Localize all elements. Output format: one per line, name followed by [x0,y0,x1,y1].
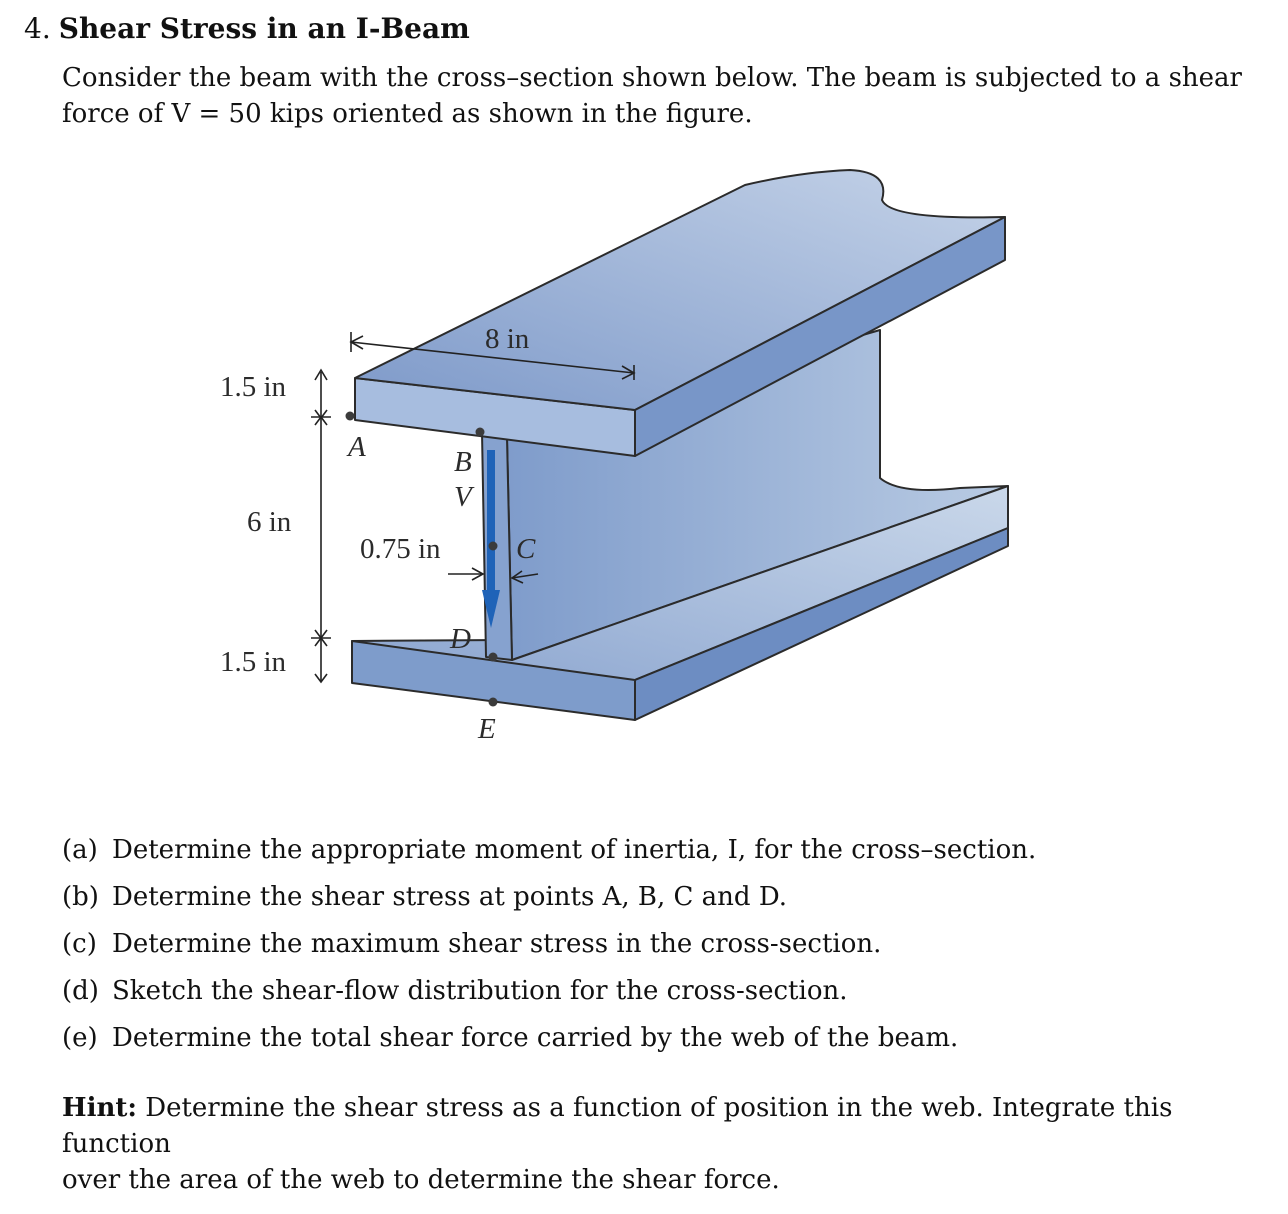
label-flange-width: 8 in [485,323,530,355]
label-point-c: C [516,533,536,565]
label-point-e: E [478,713,496,745]
hint-line-2: over the area of the web to determine the shear force. [62,1165,780,1195]
hint-label: Hint: [62,1093,137,1123]
question-item [62,879,1036,926]
point-c-dot [489,542,498,551]
point-b-dot [476,428,485,437]
problem-intro [62,60,1242,132]
question-label: (b) [62,882,99,912]
question-text: Sketch the shear-flow distribution for the cross-section. [112,976,848,1006]
label-point-d: D [450,623,471,655]
question-label: (a) [62,835,98,865]
label-top-flange-thickness: 1.5 in [220,371,287,403]
question-label: (c) [62,929,97,959]
question-item [62,973,1036,1020]
label-web-thickness: 0.75 in [360,533,441,565]
i-beam-drawing [200,160,1040,760]
question-list [62,832,1036,1067]
vertical-dimensions [311,370,331,682]
hint-paragraph [62,1090,1242,1198]
i-beam-figure [200,160,1040,760]
label-point-b: B [454,446,472,478]
question-text: Determine the appropriate moment of inertia, I, for the cross–section. [112,835,1037,865]
label-shear-force-v: V [454,481,472,513]
point-a-dot [346,412,355,421]
problem-heading [24,12,470,45]
label-web-height: 6 in [247,506,292,538]
problem-title: Shear Stress in an I-Beam [58,12,470,45]
hint-line-1: Determine the shear stress as a function of position in the web. Integrate this function [62,1093,1173,1159]
intro-line-2: force of V = 50 kips oriented as shown in the figure. [62,99,753,129]
point-d-dot [489,653,498,662]
point-e-dot [489,698,498,707]
question-text: Determine the maximum shear stress in the cross-section. [112,929,882,959]
question-label: (e) [62,1023,98,1053]
question-text: Determine the total shear force carried by the web of the beam. [112,1023,959,1053]
question-item [62,1020,1036,1067]
intro-line-1: Consider the beam with the cross–section shown below. The beam is subjected to a shear [62,63,1242,93]
problem-number: 4. [24,12,51,45]
label-bottom-flange-thickness: 1.5 in [220,646,287,678]
question-text: Determine the shear stress at points A, B, C and D. [112,882,787,912]
question-label: (d) [62,976,99,1006]
question-item [62,926,1036,973]
question-item [62,832,1036,879]
shear-force-shaft [487,450,495,590]
label-point-a: A [348,431,366,463]
